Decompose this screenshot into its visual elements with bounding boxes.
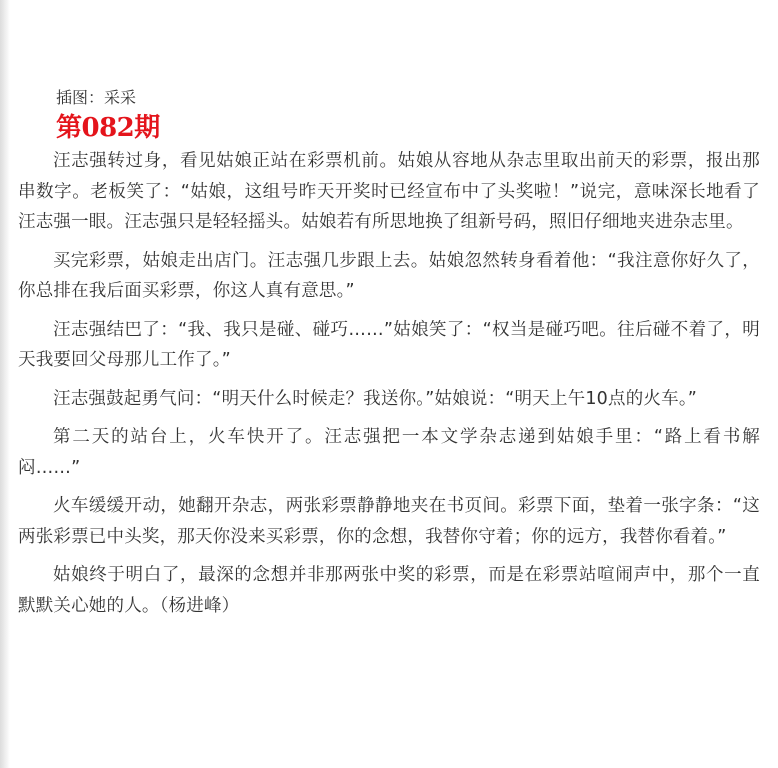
paragraph-2: 买完彩票，姑娘走出店门。汪志强几步跟上去。姑娘忽然转身看着他：“我注意你好久了，你总排在我后面买彩票，你这人真有意思。” [18, 250, 760, 301]
paragraph-4: 汪志强鼓起勇气问：“明天什么时候走？我送你。”姑娘说：“明天上午10点的火车。” [53, 388, 698, 409]
article [18, 86, 760, 629]
paragraph-3: 汪志强结巴了：“我、我只是碰、碰巧……”姑娘笑了：“权当是碰巧吧。往后碰不着了，明天我要回父母那儿工作了。” [18, 319, 760, 370]
page-edge-shadow [0, 0, 10, 768]
paragraph-1: 汪志强转过身，看见姑娘正站在彩票机前。姑娘从容地从杂志里取出前天的彩票，报出那串数字。老板笑了：“姑娘，这组号昨天开奖时已经宣布中了头奖啦！”说完，意味深长地看了汪志强一眼。汪志强只是轻轻摇头。姑娘若有所思地换了组新号码，照旧仔细地夹进杂志里。 [18, 151, 760, 232]
paragraph-7: 姑娘终于明白了，最深的念想并非那两张中奖的彩票，而是在彩票站喧闹声中，那个一直默默关心她的人。（杨进峰） [18, 565, 760, 616]
illustration-credit: 插图：采采 [56, 88, 137, 107]
paragraph-6: 火车缓缓开动，她翻开杂志，两张彩票静静地夹在书页间。彩票下面，垫着一张字条：“这两张彩票已中头奖，那天你没来买彩票，你的念想，我替你守着；你的远方，我替你看着。” [18, 496, 760, 547]
paragraph-5: 第二天的站台上，火车快开了。汪志强把一本文学杂志递到姑娘手里：“路上看书解闷……” [18, 427, 760, 478]
issue-title: 第082期 [56, 113, 160, 143]
